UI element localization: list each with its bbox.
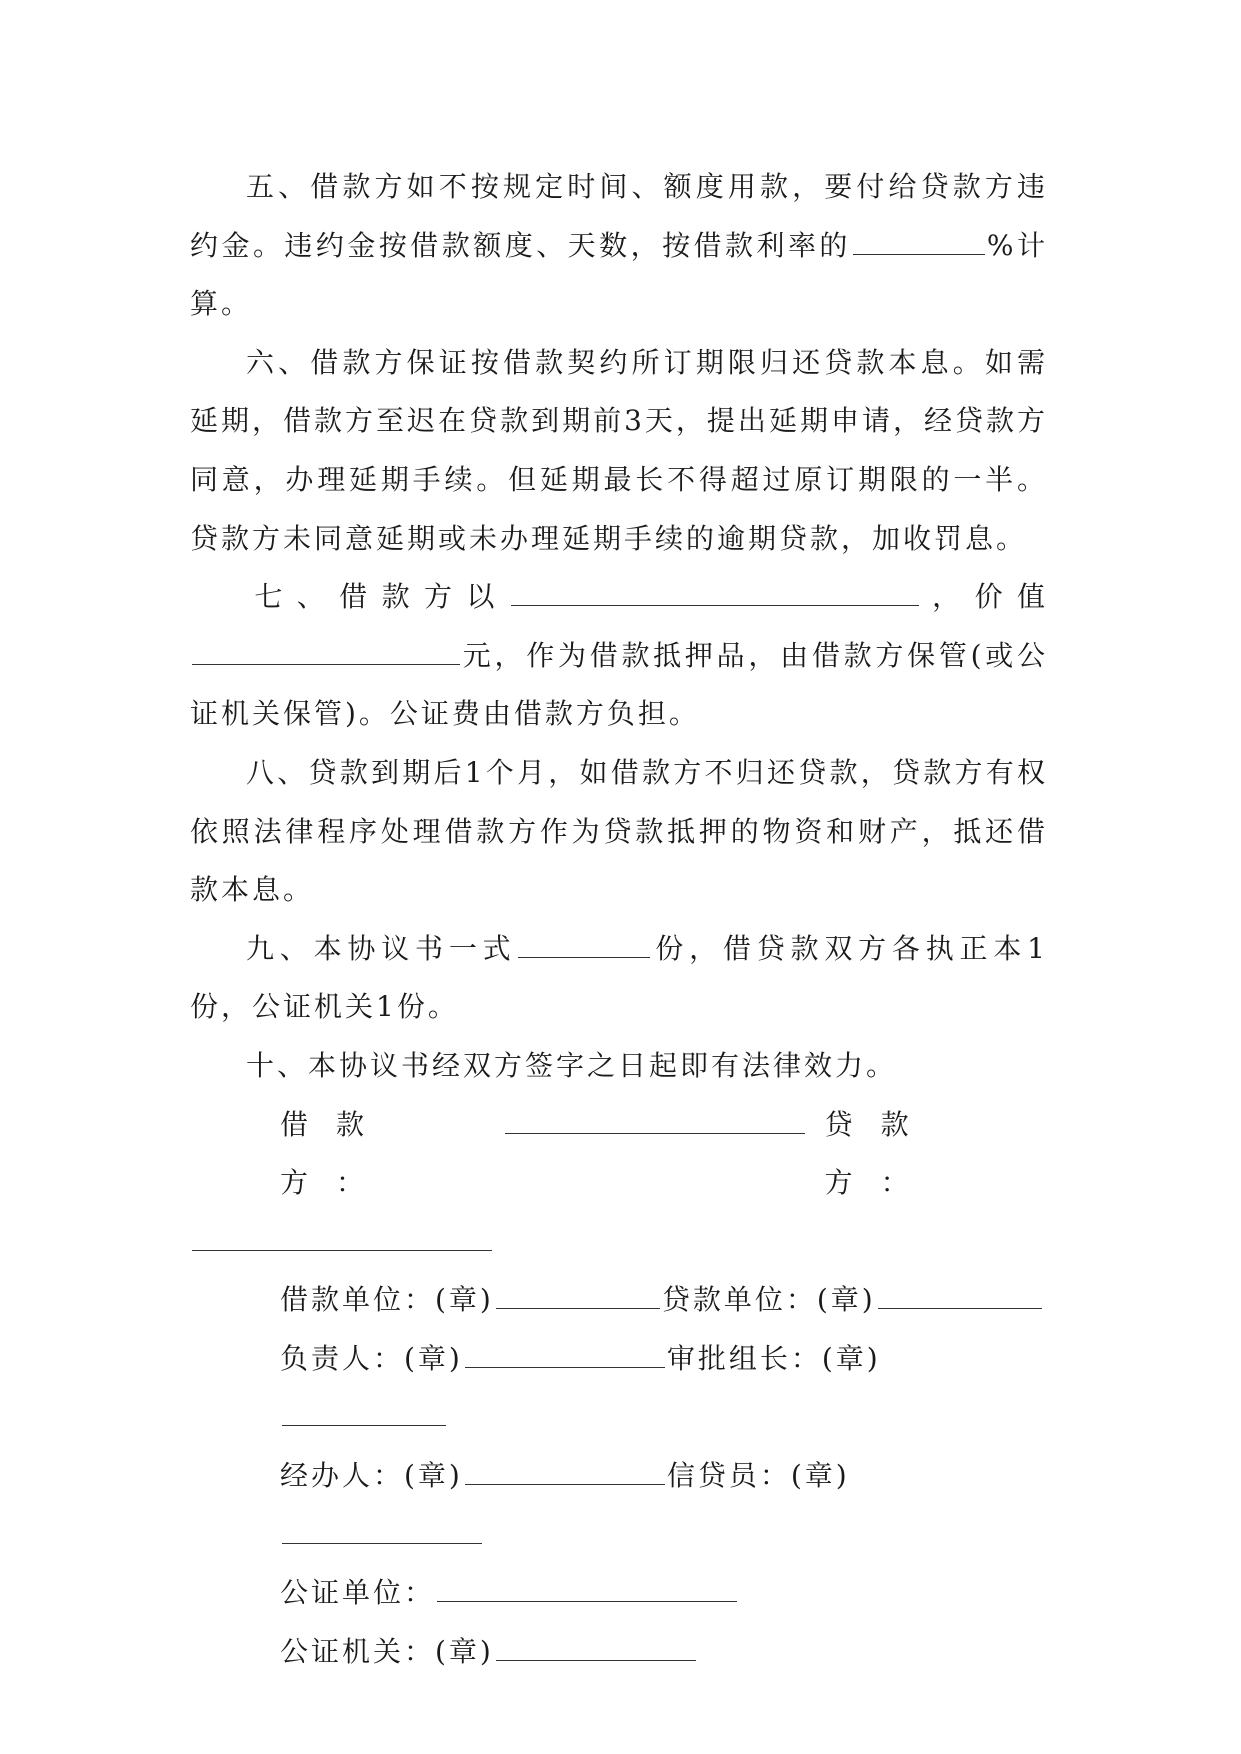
clause-9	[190, 920, 1048, 1037]
borrower-unit-blank[interactable]	[496, 1283, 660, 1309]
clause-5	[190, 158, 1048, 334]
contract-body	[190, 158, 1048, 1681]
borrower-signature-blank[interactable]	[505, 1107, 804, 1133]
unit-signature-row	[190, 1271, 1048, 1330]
approval-leader-blank[interactable]	[282, 1400, 446, 1426]
responsible-signature-row	[190, 1330, 1048, 1447]
borrower-unit-label: 借款单位：(章)	[280, 1283, 494, 1317]
clause-9-text-1: 九、本协议书一式	[246, 931, 517, 965]
notary-unit-row	[190, 1564, 1048, 1623]
notary-office-blank[interactable]	[496, 1635, 696, 1661]
clause-7-text-3: 元，作为借款抵押品，由借款方保管(或公证机关保管)。公证费由借款方负担。	[190, 638, 1048, 731]
notary-office-row	[190, 1623, 1048, 1682]
party-signature-row	[190, 1096, 1048, 1213]
copies-count-blank[interactable]	[518, 932, 650, 958]
lender-signature-line	[190, 1213, 1048, 1272]
lender-signature-blank[interactable]	[192, 1225, 492, 1251]
credit-officer-label: 信贷员：(章)	[666, 1459, 850, 1493]
lender-unit-label: 贷款单位：(章)	[661, 1283, 876, 1317]
clause-7	[190, 568, 1048, 744]
responsible-blank[interactable]	[465, 1342, 665, 1368]
clause-7-text-1: 七、借款方以	[254, 580, 509, 614]
lender-label: 贷款方：	[824, 1107, 937, 1200]
collateral-item-blank[interactable]	[511, 580, 919, 606]
credit-officer-blank[interactable]	[282, 1517, 482, 1543]
handler-blank[interactable]	[465, 1459, 665, 1485]
clause-10: 十、本协议书经双方签字之日起即有法律效力。	[246, 1048, 898, 1082]
clause-6: 六、借款方保证按借款契约所订期限归还贷款本息。如需延期，借款方至迟在贷款到期前3天，提出延期申请，经贷款方同意，办理延期手续。但延期最长不得超过原订期限的一半。贷款方未同意延期或未办理延期手续的逾期贷款，加收罚息。	[190, 345, 1048, 555]
handler-signature-row	[190, 1447, 1048, 1564]
approval-leader-label: 审批组长：(章)	[666, 1341, 881, 1375]
clause-5-text-2: %计算。	[190, 228, 1048, 321]
responsible-label: 负责人：(章)	[280, 1341, 463, 1375]
clause-7-text-2: ，价值	[920, 580, 1048, 614]
collateral-value-blank[interactable]	[192, 639, 460, 665]
borrower-label: 借款方：	[280, 1107, 393, 1200]
lender-unit-blank[interactable]	[878, 1283, 1042, 1309]
clause-5-text-1: 五、借款方如不按规定时间、额度用款，要付给贷款方违约金。违约金按借款额度、天数，按借款利率的	[190, 170, 1048, 262]
handler-label: 经办人：(章)	[280, 1459, 463, 1493]
clause-9-text-2: 份，借贷款双方各执正本1份，公证机关1份。	[190, 931, 1048, 1024]
penalty-rate-blank[interactable]	[853, 228, 985, 254]
notary-unit-label: 公证单位：	[280, 1576, 436, 1610]
notary-office-label: 公证机关：(章)	[280, 1634, 494, 1668]
notary-unit-blank[interactable]	[437, 1576, 737, 1602]
clause-8: 八、贷款到期后1个月，如借款方不归还贷款，贷款方有权依照法律程序处理借款方作为贷款抵押的物资和财产，抵还借款本息。	[190, 755, 1048, 907]
